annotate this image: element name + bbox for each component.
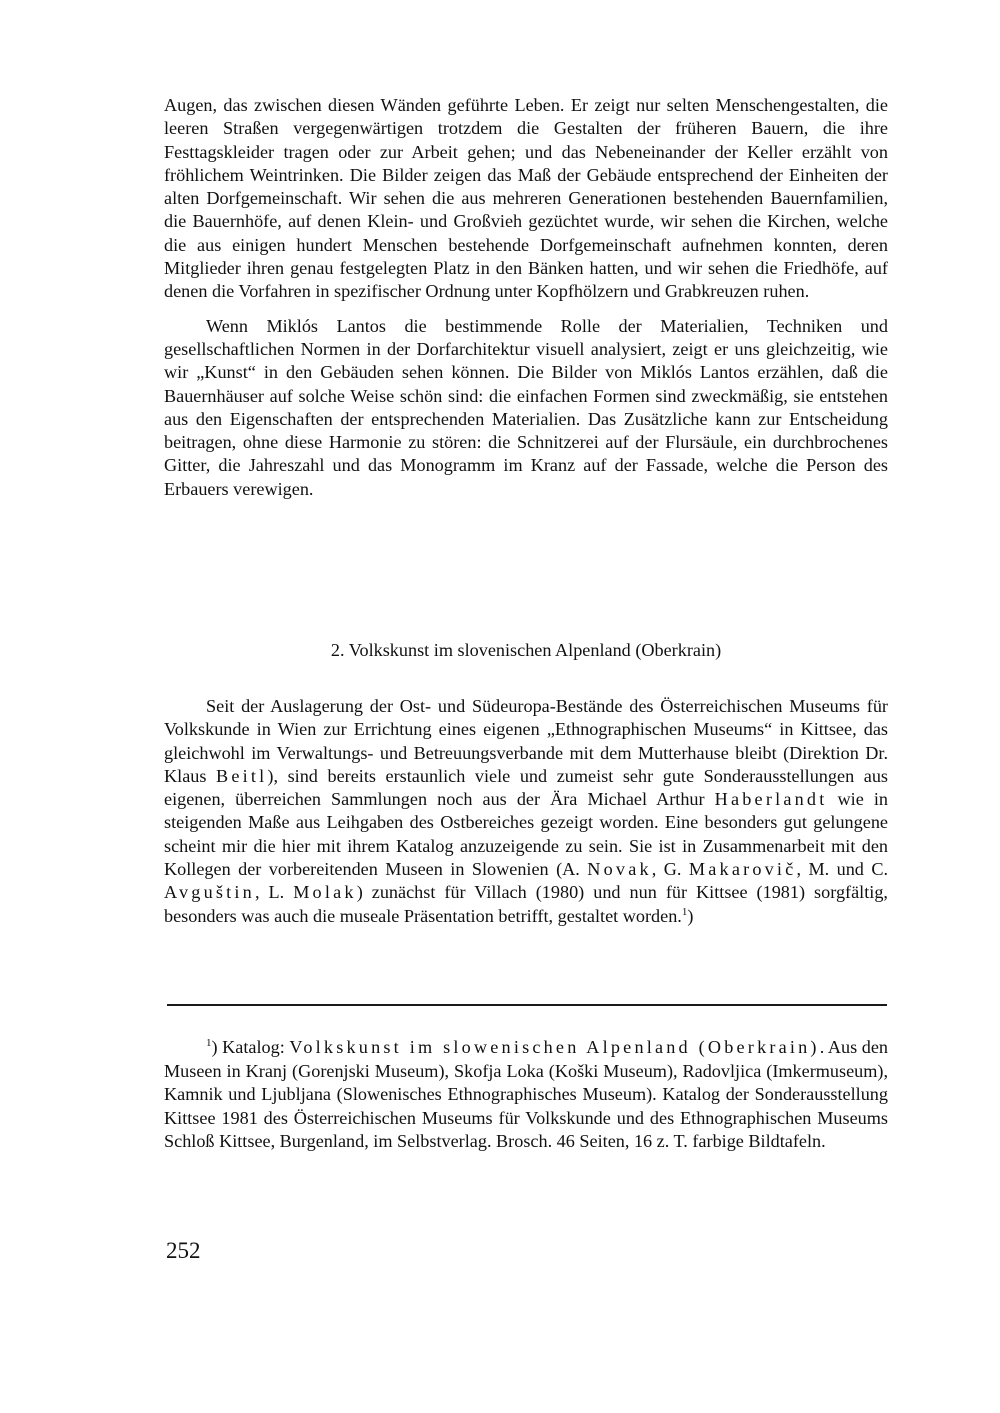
- author-name-haberlandt: Haberlandt: [714, 789, 828, 810]
- paragraph-gap: [164, 304, 888, 315]
- footnote: [164, 1036, 888, 1154]
- section-2-body: [164, 695, 888, 928]
- footnote-reference[interactable]: 1: [681, 905, 688, 918]
- footnote-text: [164, 1036, 888, 1154]
- author-name-avgustin: Avguštin: [164, 882, 255, 903]
- text-run: , L.: [254, 882, 294, 903]
- text-run: Seit der Auslagerung der Ost- und Südeuropa-Bestände des Österreichischen Museums für Volkskunde in Wien zur Errichtung eines eigenen „Ethnographischen Museums“ in Kittsee, das gleichwohl im Verwaltungs- und Betreuungsverbande mit dem Mutterhause bleibt (Direktion Dr. Klaus: [164, 696, 888, 786]
- paragraph-1: Augen, das zwischen diesen Wänden geführte Leben. Er zeigt nur selten Menschengestalten, die leeren Straßen vergegenwärtigen trotzdem die Gestalten der früheren Bauern, die ihre Festtagskleider tragen oder zur Arbeit gehen; und das Nebeneinander der Keller erzählt von fröhlichem Weintrinken. Die Bilder zeigen das Maß der Gebäude entsprechend der Einheiten der alten Dorfgemeinschaft. Wir sehen die aus mehreren Generationen bestehenden Bauernfamilien, die Bauernhöfe, auf denen Klein- und Großvieh gezüchtet wurde, wir sehen die Kirchen, welche die aus einigen hundert Menschen bestehende Dorfgemeinschaft aufnehmen konnten, deren Mitglieder ihren genau festgelegten Platz in den Bänken hatten, und wir sehen die Friedhöfe, auf denen die Vorfahren in spezifischer Ordnung unter Kopfhölzern und Grabkreuzen ruhen.: [164, 95, 888, 302]
- page-number: 252: [166, 1238, 201, 1263]
- text-run: , G.: [651, 859, 689, 880]
- footnote-divider: [167, 1004, 887, 1006]
- text-run: wie in steigenden Maße aus Leihgaben des Ostbereiches gezeigt worden. Eine besonders gut gelungene scheint mir die hier mit ihrem Katalog anzuzeigende zu sein. Sie ist in Zusammenarbeit mit den Kollegen der vorbereitenden Museen in Slowenien (A.: [164, 789, 888, 880]
- author-name-novak: Novak: [587, 859, 652, 880]
- text-run: ): [687, 905, 694, 926]
- text-run: ), sind bereits erstaunlich viele und zumeist sehr gute Sonderausstellungen aus eigenen, überreichen Sammlungen noch aus der Ära Michael Arthur: [164, 765, 888, 810]
- catalog-title: Volkskunst im slowenischen Alpenland (Oberkrain): [289, 1037, 820, 1057]
- author-name-beitl: Beitl: [216, 765, 268, 786]
- text-run: ) Katalog:: [211, 1037, 290, 1057]
- author-name-makarovic: Makarovič: [688, 859, 797, 880]
- author-name-molak: Molak: [293, 882, 357, 903]
- footnote-marker: 1: [206, 1037, 212, 1049]
- section-1-body: [164, 94, 888, 501]
- text-run: ) zunächst für Villach (1980) und nun für Kittsee (1981) sorgfältig, besonders was auch die museale Präsentation betrifft, gestaltet worden.: [164, 882, 888, 926]
- paragraph-3: [164, 695, 888, 928]
- text-run: . Aus den Museen in Kranj (Gorenjski Museum), Skofja Loka (Koški Museum), Radovljica (Imkermuseum), Kamnik und Ljubljana (Slowenisches Ethnographisches Museum). Katalog der Sonderausstellung Kittsee 1981 des Österreichischen Museums für Volkskunde und des Ethnographischen Museums Schloß Kittsee, Burgenland, im Selbstverlag. Brosch. 46 Seiten, 16 z. T. farbige Bildtafeln.: [164, 1037, 889, 1151]
- paragraph-2: Wenn Miklós Lantos die bestimmende Rolle der Materialien, Techniken und gesellschaftlichen Normen in der Dorfarchitektur visuell analysiert, zeigt er uns gleichzeitig, wie wir „Kunst“ in den Gebäuden sehen können. Die Bilder von Miklós Lantos erzählen, daß die Bauernhäuser auf solche Weise schön sind: die einfachen Formen sind zweckmäßig, sie entstehen aus den Eigenschaften der entsprechenden Materialien. Das Zusätzliche kann zur Entscheidung beitragen, ohne diese Harmonie zu stören: die Schnitzerei auf der Flursäule, ein durchbrochenes Gitter, die Jahreszahl und das Monogramm im Kranz auf der Fassade, welche die Person des Erbauers verewigen.: [164, 315, 888, 499]
- section-heading: 2. Volkskunst im slovenischen Alpenland (Oberkrain): [330, 640, 722, 660]
- text-run: , M. und C.: [796, 859, 888, 880]
